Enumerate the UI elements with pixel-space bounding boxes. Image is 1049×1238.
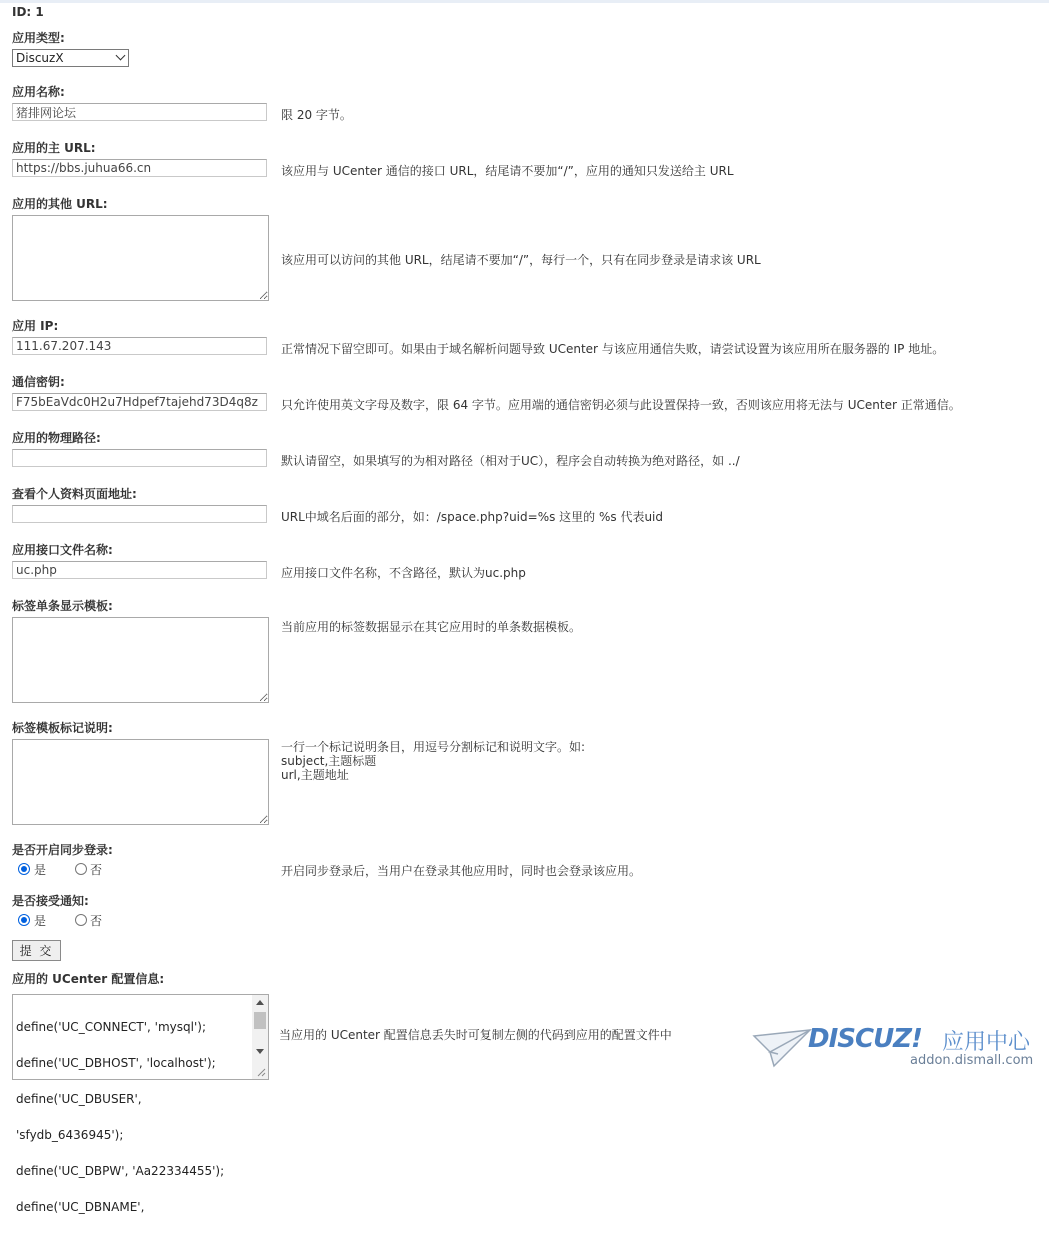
watermark-cn: 应用中心 [942,1030,1031,1055]
tag-desc-textarea[interactable] [12,739,269,825]
sync-login-no-label[interactable]: 否 [90,863,103,877]
app-ip-label: 应用 IP: [12,319,59,333]
other-url-textarea[interactable] [12,215,269,301]
app-name-input[interactable] [12,103,267,121]
tag-desc-tip [281,740,585,782]
discuz-watermark-logo [752,1022,1037,1074]
api-file-label: 应用接口文件名称: [12,543,113,557]
comm-key-tip: 只允许使用英文字母及数字，限 64 字节。应用端的通信密钥必须与此设置保持一致，否则该应用将无法与 UCenter 正常通信。 [281,398,961,412]
scroll-up-icon[interactable] [256,1000,264,1005]
phys-path-input[interactable] [12,449,267,467]
app-type-label: 应用类型: [12,31,65,45]
sync-login-yes-radio[interactable] [18,863,30,875]
tag-desc-tip-line: url,主题地址 [281,768,349,782]
accept-notify-yes-radio[interactable] [18,914,30,926]
tag-desc-tip-line: 一行一个标记说明条目，用逗号分割标记和说明文字。如: [281,740,586,754]
scroll-thumb[interactable] [254,1012,266,1029]
app-name-label: 应用名称: [12,85,65,99]
config-code-line: define('UC_DBUSER', [16,1092,142,1106]
tag-template-textarea[interactable] [12,617,269,703]
profile-url-label: 查看个人资料页面地址: [12,487,137,501]
watermark-site: addon.dismall.com [910,1053,1034,1068]
tag-template-tip: 当前应用的标签数据显示在其它应用时的单条数据模板。 [281,620,582,634]
app-name-tip: 限 20 字节。 [281,108,352,122]
app-id-label: ID: 1 [12,5,44,19]
sync-login-tip: 开启同步登录后，当用户在登录其他应用时，同时也会登录该应用。 [281,864,642,878]
tag-template-label: 标签单条显示模板: [12,599,113,613]
submit-button[interactable]: 提 交 [12,940,61,961]
other-url-label: 应用的其他 URL: [12,197,108,211]
config-code-line: define('UC_DBHOST', 'localhost'); [16,1056,216,1070]
chevron-down-icon [116,51,126,61]
scroll-down-icon[interactable] [256,1049,264,1054]
accept-notify-no-radio[interactable] [75,914,87,926]
paper-plane-icon [752,1028,812,1068]
top-border [0,0,1049,3]
watermark-brand: DISCUZ! [808,1024,922,1054]
accept-notify-label: 是否接受通知: [12,894,89,908]
app-ip-tip: 正常情况下留空即可。如果由于域名解析问题导致 UCenter 与该应用通信失败，请尝试设置为该应用所在服务器的 IP 地址。 [281,342,945,356]
phys-path-tip: 默认请留空，如果填写的为相对路径（相对于UC），程序会自动转换为绝对路径，如 ../ [281,454,740,468]
sync-login-label: 是否开启同步登录: [12,843,113,857]
app-type-select[interactable] [12,49,129,67]
comm-key-label: 通信密钥: [12,375,65,389]
config-code [16,997,250,1237]
config-code-line: define('UC_DBPW', 'Aa22334455'); [16,1164,225,1178]
profile-url-tip: URL中域名后面的部分，如：/space.php?uid=%s 这里的 %s 代表uid [281,510,663,524]
sync-login-yes-label[interactable]: 是 [34,863,47,877]
app-ip-input[interactable] [12,337,267,355]
comm-key-input[interactable] [12,393,267,411]
api-file-input[interactable] [12,561,267,579]
config-code-line: define('UC_DBNAME', [16,1200,145,1214]
accept-notify-no-label[interactable]: 否 [90,914,103,928]
sync-login-no-radio[interactable] [75,863,87,875]
tag-desc-tip-line: subject,主题标题 [281,754,377,768]
profile-url-input[interactable] [12,505,267,523]
config-label: 应用的 UCenter 配置信息: [12,972,165,986]
config-code-line: define('UC_CONNECT', 'mysql'); [16,1020,207,1034]
main-url-input[interactable] [12,159,267,177]
config-code-line: 'sfydb_6436945'); [16,1128,124,1142]
tag-desc-label: 标签模板标记说明: [12,721,113,735]
other-url-tip: 该应用可以访问的其他 URL，结尾请不要加“/”，每行一个，只有在同步登录是请求该 URL [281,253,761,267]
resize-grip-icon[interactable] [256,1067,266,1077]
config-tip: 当应用的 UCenter 配置信息丢失时可复制左侧的代码到应用的配置文件中 [279,1028,672,1042]
main-url-label: 应用的主 URL: [12,141,96,155]
app-type-selected-value: DiscuzX [16,51,64,65]
phys-path-label: 应用的物理路径: [12,431,101,445]
config-textarea[interactable] [12,994,269,1214]
main-url-tip: 该应用与 UCenter 通信的接口 URL，结尾请不要加“/”，应用的通知只发送给主 URL [281,164,734,178]
api-file-tip: 应用接口文件名称，不含路径，默认为uc.php [281,566,526,580]
accept-notify-yes-label[interactable]: 是 [34,914,47,928]
